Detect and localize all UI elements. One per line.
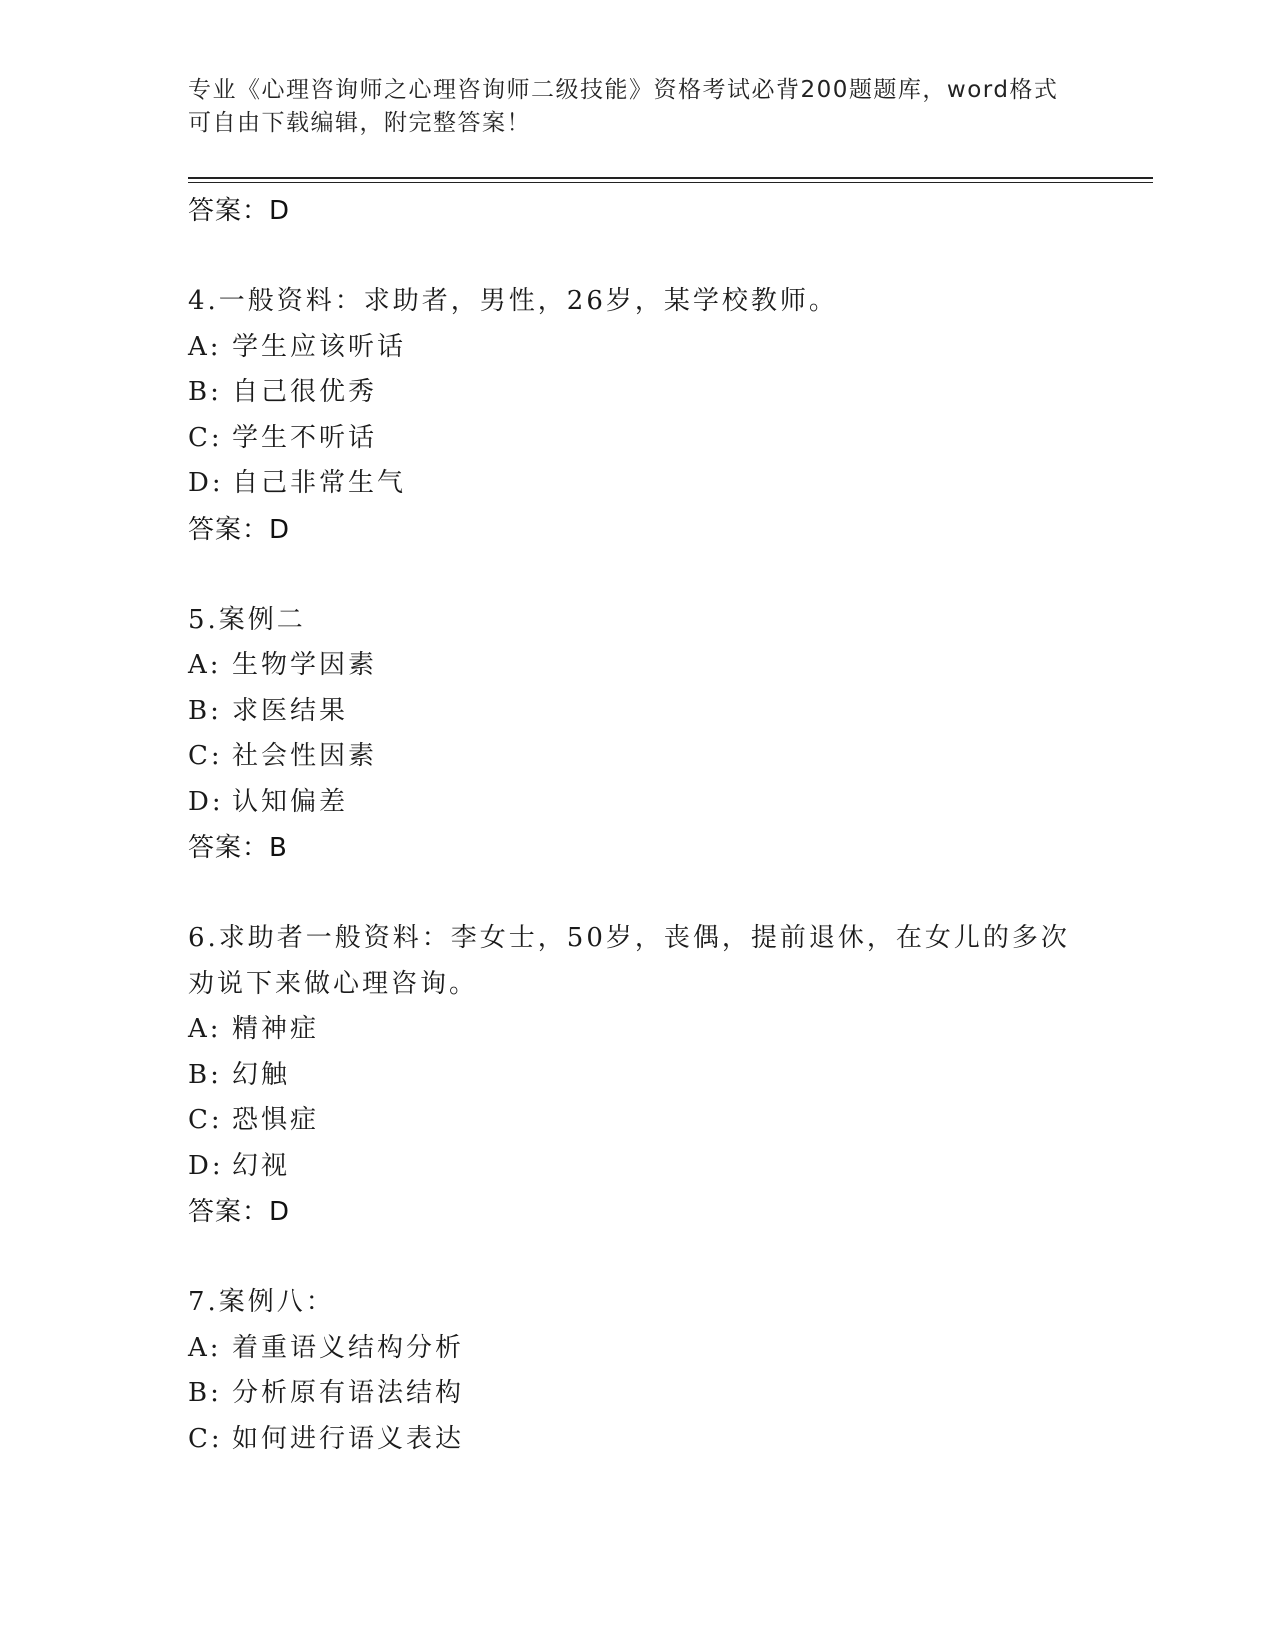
answer-line: 答案：D <box>188 1197 291 1227</box>
option-key: B: <box>188 1378 222 1408</box>
header-divider-thin <box>188 182 1153 183</box>
option-text: 着重语义结构分析 <box>232 1332 465 1363</box>
option-text: 恐惧症 <box>232 1105 320 1135</box>
question-block <box>188 1280 1088 1462</box>
option-b <box>188 689 1088 735</box>
option-d <box>188 780 1088 826</box>
option-a <box>188 1326 1088 1372</box>
question-text: 5.案例二 <box>188 604 306 635</box>
option-text: 分析原有语法结构 <box>232 1378 465 1408</box>
document-header <box>188 74 1088 140</box>
option-key: C: <box>188 422 223 453</box>
option-key: D: <box>188 1150 224 1181</box>
option-text: 幻触 <box>232 1059 291 1090</box>
option-text: 学生不听话 <box>232 422 378 453</box>
option-text: 自己很优秀 <box>232 377 378 407</box>
answer-line: 答案：D <box>188 514 291 545</box>
question-block <box>188 279 1088 553</box>
header-line-2: 可自由下载编辑，附完整答案！ <box>188 110 531 136</box>
option-text: 认知偏差 <box>232 786 349 817</box>
answer-line: 答案：B <box>188 833 288 863</box>
header-line-1: 专业《心理咨询师之心理咨询师二级技能》资格考试必背200题题库，word格式 <box>188 77 1059 103</box>
option-text: 幻视 <box>232 1150 291 1181</box>
option-c <box>188 734 1088 780</box>
answer-line: 答案：D <box>188 196 291 226</box>
option-c <box>188 416 1088 462</box>
option-text: 学生应该听话 <box>232 331 407 362</box>
option-text: 如何进行语义表达 <box>232 1423 465 1454</box>
question-block <box>188 598 1088 872</box>
option-a <box>188 325 1088 371</box>
option-key: A: <box>188 650 222 680</box>
question-list <box>188 188 1088 1462</box>
option-text: 自己非常生气 <box>232 468 407 498</box>
question-text: 7.案例八： <box>188 1287 335 1317</box>
question-block <box>188 916 1088 1235</box>
option-text: 精神症 <box>232 1014 320 1044</box>
option-a <box>188 643 1088 689</box>
header-divider-thick <box>188 177 1153 179</box>
option-text: 社会性因素 <box>232 741 378 771</box>
option-text: 求医结果 <box>232 695 349 726</box>
question-text: 6.求助者一般资料：李女士，50岁，丧偶，提前退休，在女儿的多次劝说下来做心理咨询。 <box>188 923 1070 999</box>
option-b <box>188 370 1088 416</box>
option-key: B: <box>188 695 222 726</box>
option-b <box>188 1371 1088 1417</box>
question-text: 4.一般资料：求助者，男性，26岁，某学校教师。 <box>188 286 838 316</box>
option-key: D: <box>188 468 224 498</box>
option-a <box>188 1007 1088 1053</box>
option-key: C: <box>188 1423 223 1454</box>
option-d <box>188 461 1088 507</box>
option-key: B: <box>188 1059 222 1090</box>
option-key: C: <box>188 741 223 771</box>
option-key: A: <box>188 1014 222 1044</box>
option-key: A: <box>188 1332 222 1363</box>
option-text: 生物学因素 <box>232 650 378 680</box>
option-d <box>188 1144 1088 1190</box>
option-c <box>188 1417 1088 1463</box>
option-key: C: <box>188 1105 223 1135</box>
option-key: A: <box>188 331 222 362</box>
option-b <box>188 1053 1088 1099</box>
option-key: B: <box>188 377 222 407</box>
option-key: D: <box>188 786 224 817</box>
option-c <box>188 1098 1088 1144</box>
